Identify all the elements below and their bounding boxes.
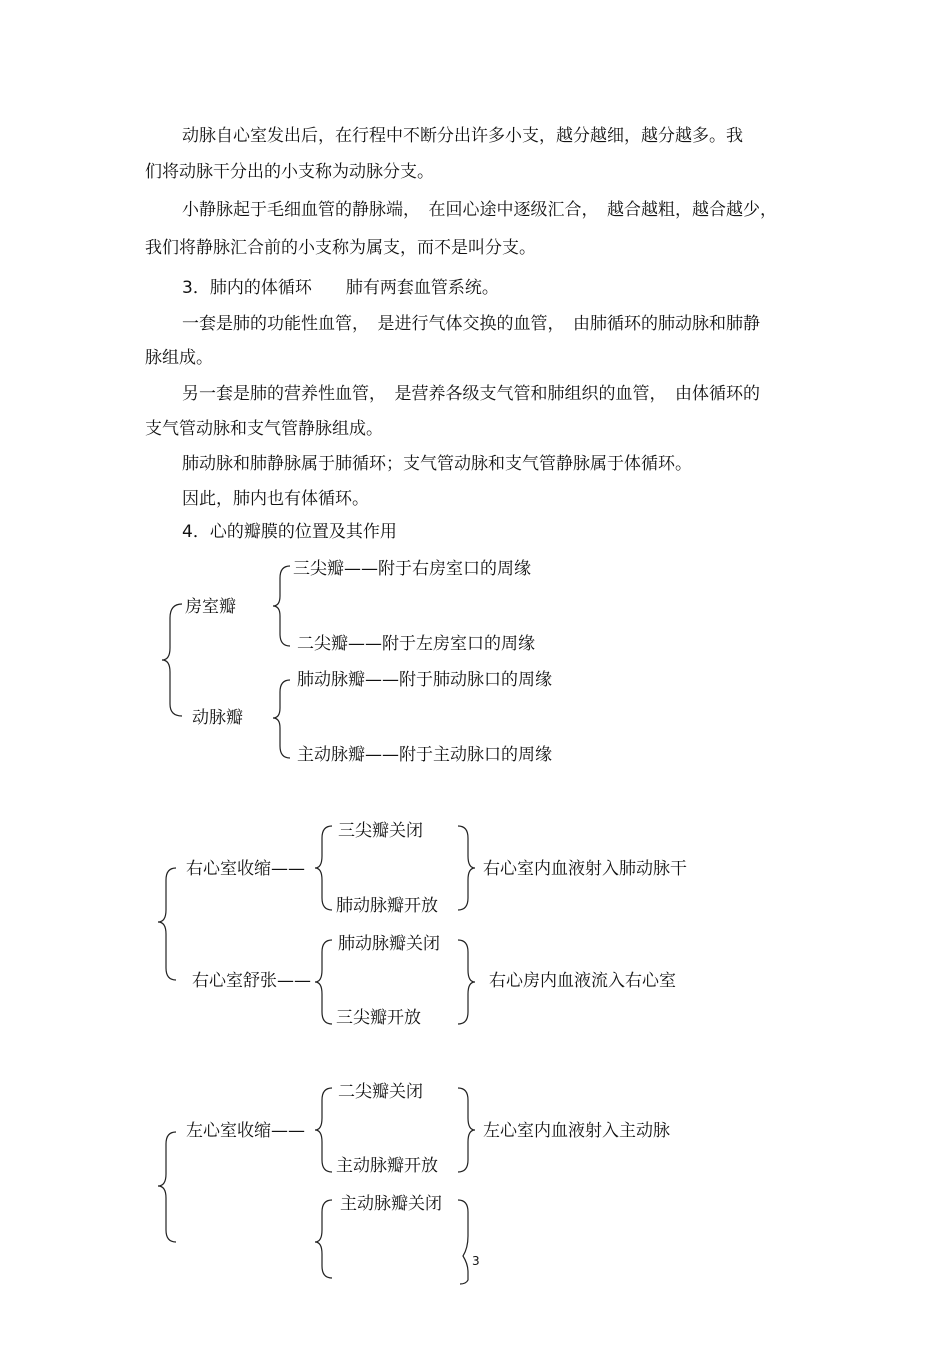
right-diastole-valve-a: 肺动脉瓣关闭 <box>338 934 440 954</box>
brace-arterial-valves <box>273 680 290 758</box>
pulmonary-valve-item: 肺动脉瓣——附于肺动脉口的周缘 <box>297 670 552 690</box>
paragraph-line-8: 另一套是肺的营养性血管， 是营养各级支气管和肺组织的血管， 由体循环的 <box>182 384 760 404</box>
paragraph-line-9: 支气管动脉和支气管静脉组成。 <box>145 419 383 439</box>
section-heading-3: 3．肺内的体循环 肺有两套血管系统。 <box>182 278 499 298</box>
left-systole-valve-b: 主动脉瓣开放 <box>336 1156 438 1176</box>
right-diastole-label: 右心室舒张—— <box>192 971 311 991</box>
brace-right-diastole-result <box>458 940 475 1024</box>
brace-left-diastole-result <box>458 1200 468 1284</box>
right-diastole-result: 右心房内血液流入右心室 <box>489 971 676 991</box>
left-systole-label: 左心室收缩—— <box>186 1121 305 1141</box>
paragraph-line-11: 因此，肺内也有体循环。 <box>182 489 369 509</box>
paragraph-line-3: 小静脉起于毛细血管的静脉端， 在回心途中逐级汇合， 越合越粗，越合越少， <box>182 200 777 220</box>
right-diastole-valve-b: 三尖瓣开放 <box>336 1008 421 1028</box>
right-systole-valve-a: 三尖瓣关闭 <box>338 821 423 841</box>
right-systole-result: 右心室内血液射入肺动脉干 <box>483 859 687 879</box>
paragraph-line-10: 肺动脉和肺静脉属于肺循环；支气管动脉和支气管静脉属于体循环。 <box>182 454 692 474</box>
paragraph-line-6: 一套是肺的功能性血管， 是进行气体交换的血管， 由肺循环的肺动脉和肺静 <box>182 314 760 334</box>
aortic-valve-item: 主动脉瓣——附于主动脉口的周缘 <box>297 745 552 765</box>
paragraph-line-7: 脉组成。 <box>145 348 213 368</box>
page-number: 3 <box>472 1254 480 1268</box>
right-systole-label: 右心室收缩—— <box>186 859 305 879</box>
section-heading-4: 4．心的瓣膜的位置及其作用 <box>182 522 397 542</box>
brace-valves-outer <box>162 604 182 716</box>
paragraph-line-1: 动脉自心室发出后，在行程中不断分出许多小支，越分越细，越分越多。我 <box>182 126 743 146</box>
arterial-valve-label: 动脉瓣 <box>192 708 243 728</box>
paragraph-line-4: 我们将静脉汇合前的小支称为属支，而不是叫分支。 <box>145 238 536 258</box>
brace-right-systole <box>315 826 332 910</box>
brace-right-outer <box>158 868 176 980</box>
brace-left-systole <box>315 1088 332 1172</box>
paragraph-line-2: 们将动脉干分出的小支称为动脉分支。 <box>145 162 434 182</box>
brace-left-outer <box>158 1132 176 1242</box>
brace-right-diastole <box>315 940 332 1024</box>
brace-left-systole-result <box>458 1088 475 1172</box>
brace-av-valves <box>273 566 290 646</box>
right-systole-valve-b: 肺动脉瓣开放 <box>336 896 438 916</box>
tricuspid-valve-item: 三尖瓣——附于右房室口的周缘 <box>293 559 531 579</box>
mitral-valve-item: 二尖瓣——附于左房室口的周缘 <box>297 634 535 654</box>
av-valve-label: 房室瓣 <box>185 597 236 617</box>
brace-left-diastole <box>315 1200 332 1278</box>
left-systole-result: 左心室内血液射入主动脉 <box>483 1121 670 1141</box>
left-diastole-valve-a: 主动脉瓣关闭 <box>340 1194 442 1214</box>
brace-right-systole-result <box>458 826 475 910</box>
left-systole-valve-a: 二尖瓣关闭 <box>338 1082 423 1102</box>
